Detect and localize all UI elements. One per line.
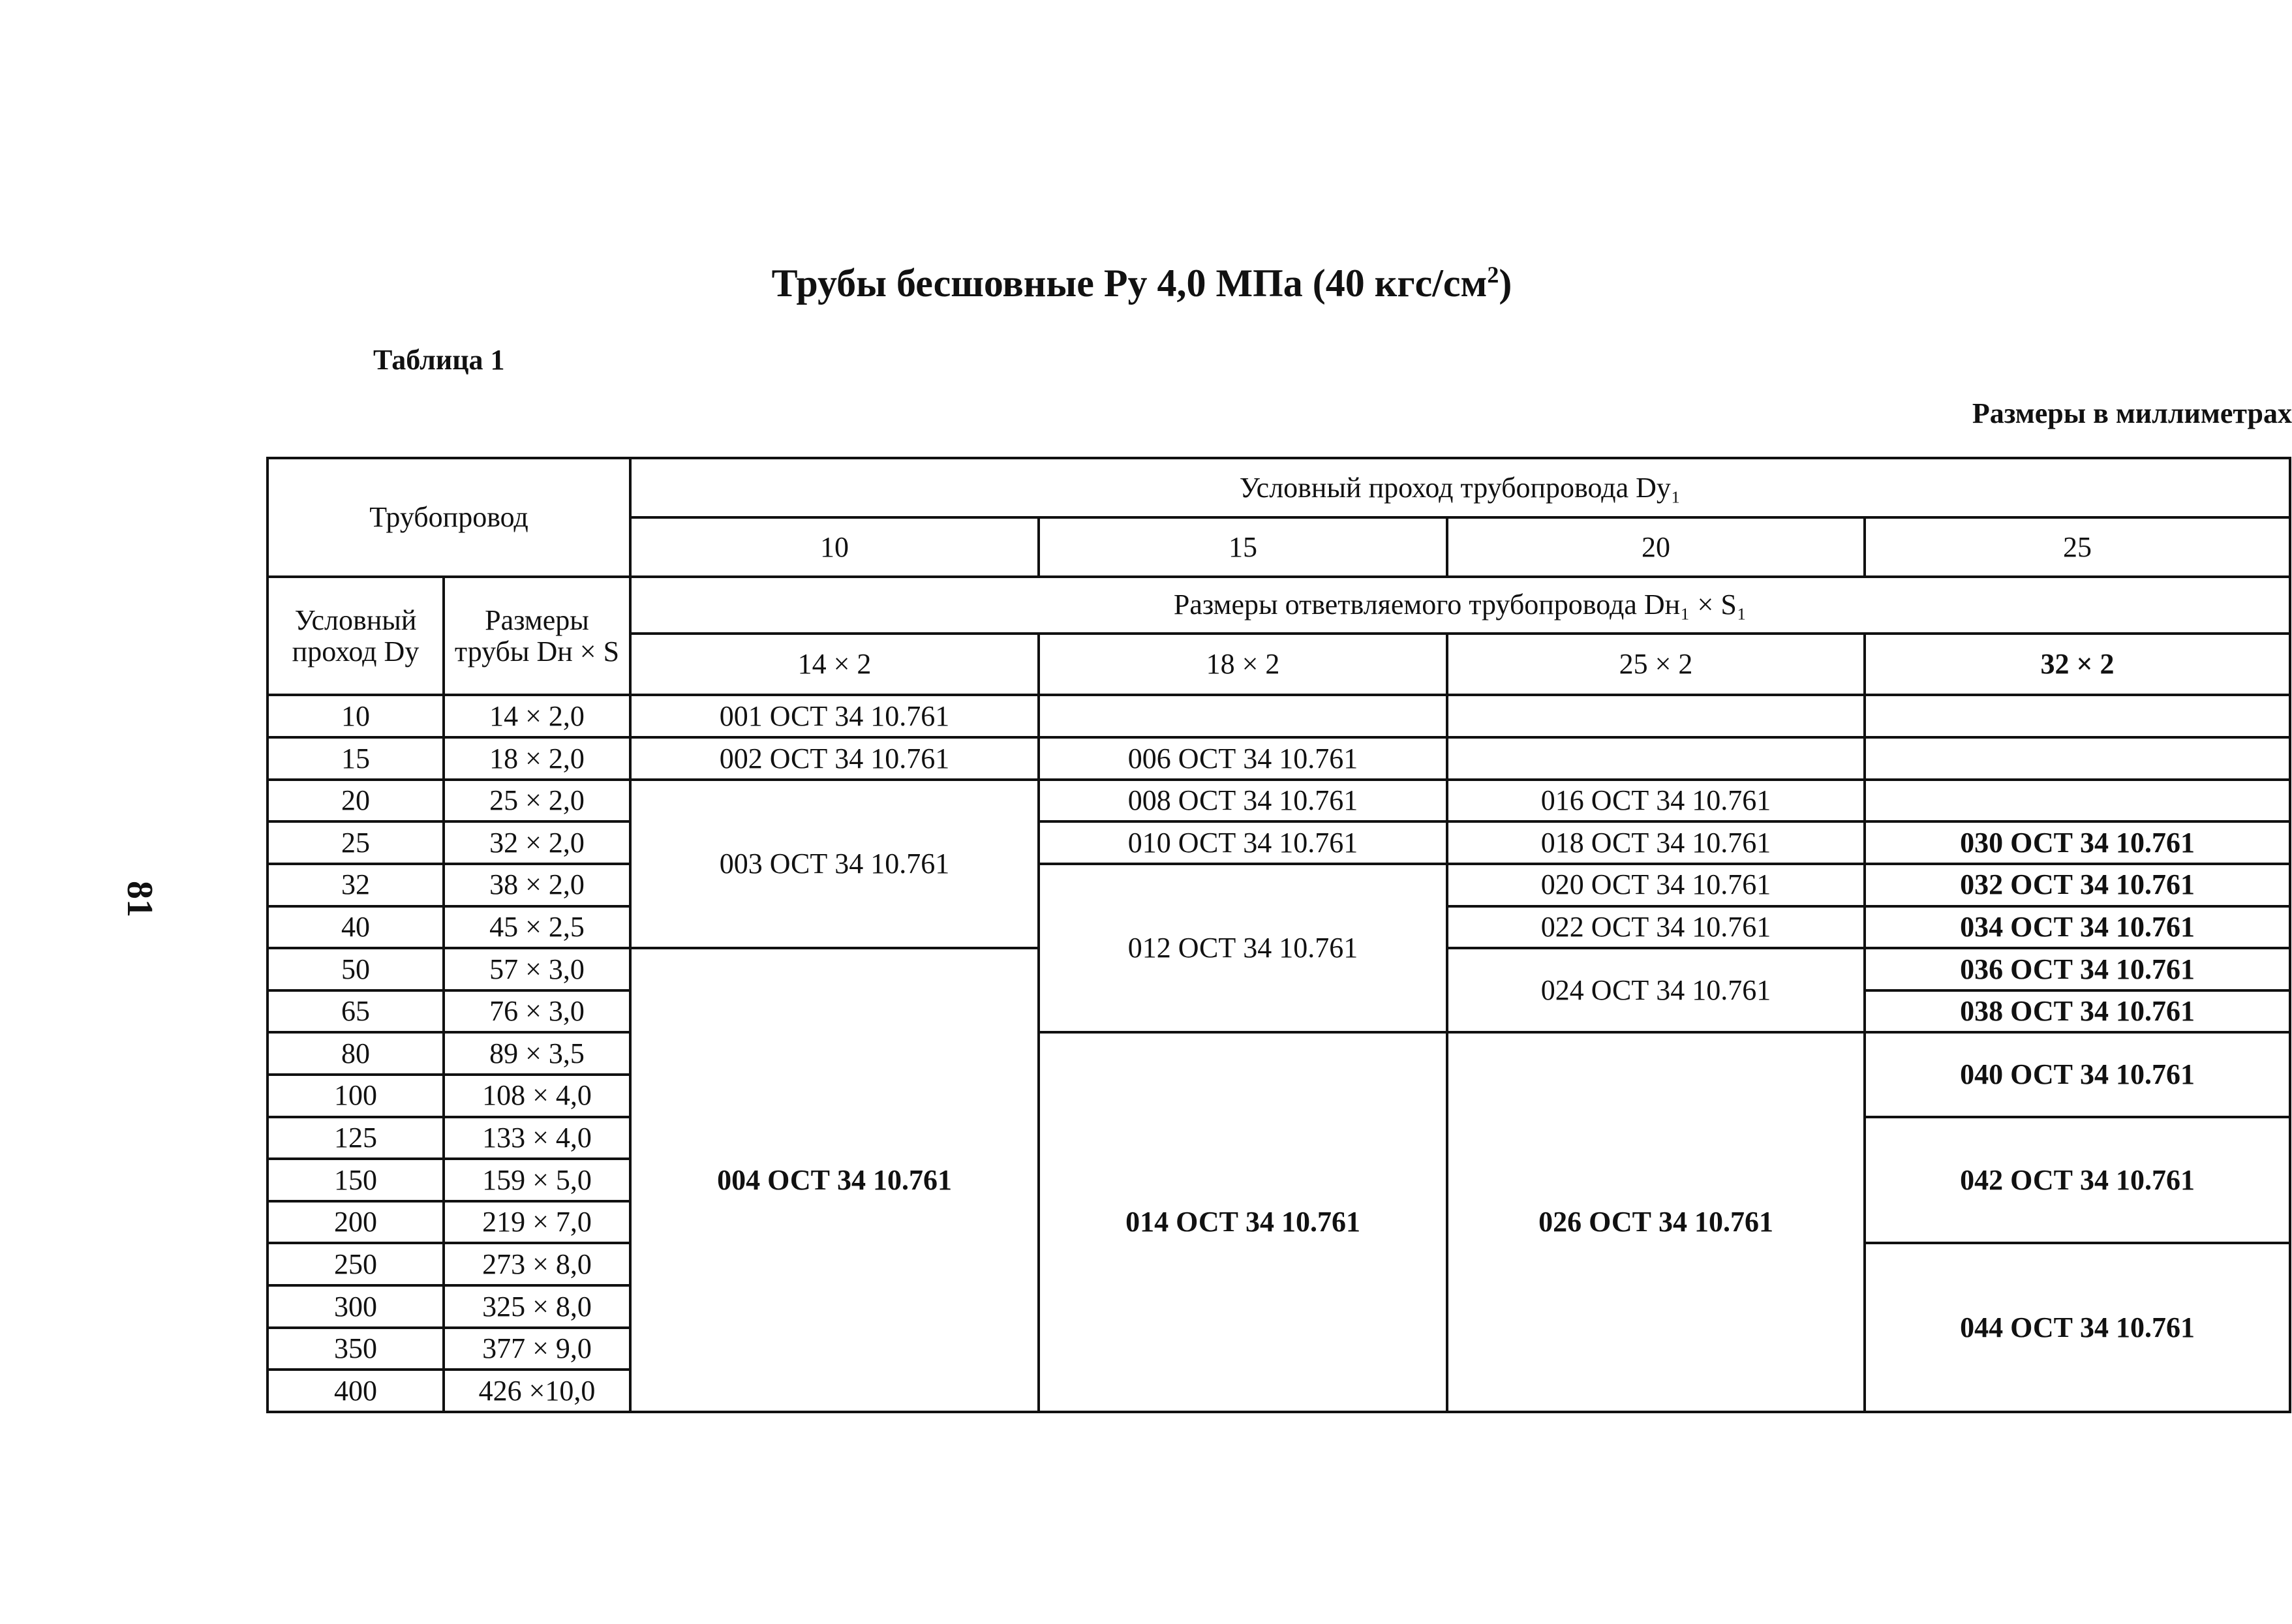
size-cell: 89 × 3,5 (444, 1032, 630, 1075)
header-bore-20: 20 (1447, 517, 1865, 577)
code-cell: 014 ОСТ 34 10.761 (1039, 1032, 1447, 1412)
code-cell: 032 ОСТ 34 10.761 (1865, 864, 2290, 906)
size-cell: 133 × 4,0 (444, 1117, 630, 1159)
dy-cell: 125 (267, 1117, 444, 1159)
header-bore-10: 10 (630, 517, 1039, 577)
size-cell: 57 × 3,0 (444, 948, 630, 990)
code-cell: 016 ОСТ 34 10.761 (1447, 780, 1865, 822)
header-pipe-size: Размеры трубы Dн × S (444, 577, 630, 696)
table-row (267, 821, 2290, 864)
dy-cell: 300 (267, 1285, 444, 1328)
size-cell: 25 × 2,0 (444, 780, 630, 822)
size-cell: 76 × 3,0 (444, 990, 630, 1033)
header-nominal-bore: Условный проход трубопровода Dy₁ (630, 458, 2290, 517)
code-cell: 010 ОСТ 34 10.761 (1039, 821, 1447, 864)
size-cell: 273 × 8,0 (444, 1243, 630, 1285)
dy-cell: 65 (267, 990, 444, 1033)
code-cell: 030 ОСТ 34 10.761 (1865, 821, 2290, 864)
size-cell: 159 × 5,0 (444, 1159, 630, 1201)
header-pipeline: Трубопровод (267, 458, 630, 577)
size-cell: 108 × 4,0 (444, 1075, 630, 1117)
size-cell: 32 × 2,0 (444, 821, 630, 864)
size-cell: 426 ×10,0 (444, 1370, 630, 1412)
header-branch-14x2: 14 × 2 (630, 634, 1039, 696)
header-branch-18x2: 18 × 2 (1039, 634, 1447, 696)
header-row (267, 458, 2290, 517)
page-title (652, 261, 1631, 306)
size-cell: 325 × 8,0 (444, 1285, 630, 1328)
code-cell: 001 ОСТ 34 10.761 (630, 695, 1039, 737)
empty-cell (1447, 695, 1865, 737)
code-cell: 022 ОСТ 34 10.761 (1447, 906, 1865, 949)
dy-cell: 200 (267, 1201, 444, 1244)
title-text: Трубы бесшовные Ру 4,0 МПа (40 кгс/см (771, 262, 1488, 305)
code-cell: 003 ОСТ 34 10.761 (630, 780, 1039, 948)
code-cell: 034 ОСТ 34 10.761 (1865, 906, 2290, 949)
title-suffix: ) (1499, 262, 1512, 305)
dy-cell: 250 (267, 1243, 444, 1285)
header-branch-sizes: Размеры ответвляемого трубопровода Dн₁ × S₁ (630, 577, 2290, 634)
dy-cell: 400 (267, 1370, 444, 1412)
table-row (267, 780, 2290, 822)
size-cell: 14 × 2,0 (444, 695, 630, 737)
header-branch-25x2: 25 × 2 (1447, 634, 1865, 696)
dy-cell: 25 (267, 821, 444, 864)
title-superscript: 2 (1487, 262, 1499, 288)
table-row (267, 864, 2290, 906)
dy-cell: 100 (267, 1075, 444, 1117)
dy-cell: 10 (267, 695, 444, 737)
dy-cell: 40 (267, 906, 444, 949)
size-cell: 45 × 2,5 (444, 906, 630, 949)
code-cell: 040 ОСТ 34 10.761 (1865, 1032, 2290, 1116)
code-cell: 024 ОСТ 34 10.761 (1447, 948, 1865, 1032)
header-row (267, 577, 2290, 634)
code-cell: 026 ОСТ 34 10.761 (1447, 1032, 1865, 1412)
table-row (267, 695, 2290, 737)
code-cell: 018 ОСТ 34 10.761 (1447, 821, 1865, 864)
page-number: 81 (119, 881, 160, 917)
size-cell: 377 × 9,0 (444, 1328, 630, 1370)
code-cell: 012 ОСТ 34 10.761 (1039, 864, 1447, 1032)
dy-cell: 150 (267, 1159, 444, 1201)
table-row (267, 1032, 2290, 1075)
dy-cell: 50 (267, 948, 444, 990)
size-cell: 219 × 7,0 (444, 1201, 630, 1244)
code-cell: 008 ОСТ 34 10.761 (1039, 780, 1447, 822)
code-cell: 004 ОСТ 34 10.761 (630, 948, 1039, 1412)
dy-cell: 350 (267, 1328, 444, 1370)
code-cell: 036 ОСТ 34 10.761 (1865, 948, 2290, 990)
empty-cell (1865, 695, 2290, 737)
code-cell: 006 ОСТ 34 10.761 (1039, 737, 1447, 780)
pipe-spec-table (266, 457, 2291, 1413)
code-cell: 042 ОСТ 34 10.761 (1865, 1117, 2290, 1244)
empty-cell (1039, 695, 1447, 737)
table-label: Таблица 1 (373, 344, 505, 376)
dy-cell: 15 (267, 737, 444, 780)
dy-cell: 32 (267, 864, 444, 906)
code-cell: 020 ОСТ 34 10.761 (1447, 864, 1865, 906)
header-bore-15: 15 (1039, 517, 1447, 577)
code-cell: 044 ОСТ 34 10.761 (1865, 1243, 2290, 1412)
header-bore-25: 25 (1865, 517, 2290, 577)
units-note: Размеры в миллиметрах (1972, 397, 2292, 429)
header-branch-32x2: 32 × 2 (1865, 634, 2290, 696)
size-cell: 18 × 2,0 (444, 737, 630, 780)
dy-cell: 80 (267, 1032, 444, 1075)
empty-cell (1865, 737, 2290, 780)
size-cell: 38 × 2,0 (444, 864, 630, 906)
table-row (267, 737, 2290, 780)
empty-cell (1865, 780, 2290, 822)
code-cell: 038 ОСТ 34 10.761 (1865, 990, 2290, 1033)
empty-cell (1447, 737, 1865, 780)
dy-cell: 20 (267, 780, 444, 822)
code-cell: 002 ОСТ 34 10.761 (630, 737, 1039, 780)
header-nominal-pass: Условный проход Dy (267, 577, 444, 696)
